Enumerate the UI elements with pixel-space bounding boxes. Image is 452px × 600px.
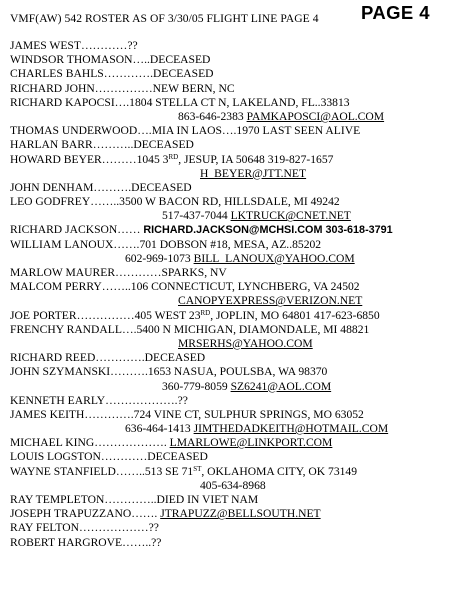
roster-entry: WILLIAM LANOUX…….701 DOBSON #18, MESA, AZ..85202 [10,237,322,251]
roster-entries [10,39,446,550]
email-link[interactable]: JTRAPUZZ@BELLSOUTH.NET [160,507,321,521]
roster-entry [10,153,446,167]
entry-text: MICHAEL KING………………. [10,436,170,450]
roster-entry: LEO GODFREY……..3500 W BACON RD, HILLSDALE, MI 49242 [10,195,340,209]
phone-number: 863-646-2383 [178,109,247,123]
roster-entry-contact [10,380,446,394]
roster-entry: JAMES KEITH………….724 VINE CT, SULPHUR SPRINGS, MO 63052 [10,407,364,421]
roster-entry [10,507,446,521]
email-link[interactable]: BILL_LANOUX@YAHOO.COM [193,251,355,265]
page-number-label: PAGE 4 [361,2,430,23]
roster-entry: JOHN SZYMANSKI……….1653 NASUA, POULSBA, WA 98370 [10,365,328,379]
ordinal-suffix: RD [200,308,211,317]
phone-number: 405-634-8968 [200,478,266,492]
email-link[interactable]: SZ6241@AOL.COM [230,379,332,393]
entry-text: , OKLAHOMA CITY, OK 73149 [201,464,358,478]
roster-entry-contact [10,110,446,124]
roster-entry-contact [10,167,446,181]
entry-text: JOE PORTER……………405 WEST 23 [10,308,201,322]
phone-number: 602-969-1073 [125,251,194,265]
entry-text: JOSEPH TRAPUZZANO……. [10,507,161,521]
roster-entry-contact [10,294,446,308]
email-link[interactable]: LKTRUCK@CNET.NET [230,209,351,223]
email-link[interactable]: H_BEYER@JTT.NET [200,166,307,180]
roster-header: VMF(AW) 542 ROSTER AS OF 3/30/05 FLIGHT LINE PAGE 4 [10,12,319,25]
entry-text: , JOPLIN, MO 64801 417-623-6850 [210,308,380,322]
roster-entry: JOHN DENHAM……….DECEASED [10,180,192,194]
entry-text: RICHARD JACKSON…… [10,223,144,237]
roster-entry-contact [10,337,446,351]
roster-entry-contact [10,479,446,493]
email-link[interactable]: JIMTHEDADKEITH@HOTMAIL.COM [193,422,389,436]
roster-entry: MARLOW MAURER…………SPARKS, NV [10,266,227,279]
roster-entry: RICHARD JOHN……………NEW BERN, NC [10,81,235,95]
roster-entry: RAY TEMPLETON…………..DIED IN VIET NAM [10,493,259,506]
roster-entry: RAY FELTON………………?? [10,521,159,535]
roster-entry: RICHARD REED………….DECEASED [10,351,206,365]
roster-entry: THOMAS UNDERWOOD….MIA IN LAOS….1970 LAST SEEN ALIVE [10,124,361,138]
email-link[interactable]: LMARLOWE@LINKPORT.COM [169,436,333,450]
entry-text: , JESUP, IA 50648 319-827-1657 [178,152,334,166]
roster-entry-contact [10,209,446,223]
roster-entry: JAMES WEST…………?? [10,39,138,52]
entry-text: HOWARD BEYER………1045 3 [10,152,169,166]
roster-entry: WINDSOR THOMASON…..DECEASED [10,53,211,67]
entry-text: WAYNE STANFIELD……..513 SE 71 [10,464,194,478]
contact-info: RICHARD.JACKSON@MCHSI.COM 303-618-3791 [143,224,393,237]
email-link[interactable]: MRSERHS@YAHOO.COM [178,336,313,350]
roster-entry [10,436,446,450]
email-link[interactable]: CANOPYEXPRESS@VERIZON.NET [178,294,363,308]
email-link[interactable]: PAMKAPOSCI@AOL.COM [246,109,385,123]
roster-entry: ROBERT HARGROVE……..?? [10,535,162,549]
roster-entry-contact [10,252,446,266]
roster-entry-contact [10,422,446,436]
roster-entry: CHARLES BAHLS………….DECEASED [10,67,214,81]
ordinal-suffix: ST [193,464,202,473]
phone-number: 636-464-1413 [125,422,194,436]
ordinal-suffix: RD [168,152,179,161]
roster-entry [10,309,446,323]
roster-entry: KENNETH EARLY……………….?? [10,393,188,407]
roster-entry: HARLAN BARR………..DECEASED [10,138,194,152]
phone-number: 360-779-8059 [162,379,231,393]
roster-entry: MALCOM PERRY……..106 CONNECTICUT, LYNCHBERG, VA 24502 [10,280,360,294]
roster-entry [10,223,446,237]
roster-entry [10,465,446,479]
roster-entry: FRENCHY RANDALL….5400 N MICHIGAN, DIAMONDALE, MI 48821 [10,322,370,336]
roster-entry: LOUIS LOGSTON…………DECEASED [10,450,208,464]
roster-entry: RICHARD KAPOCSI….1804 STELLA CT N, LAKELAND, FL..33813 [10,95,350,109]
phone-number: 517-437-7044 [162,209,231,223]
